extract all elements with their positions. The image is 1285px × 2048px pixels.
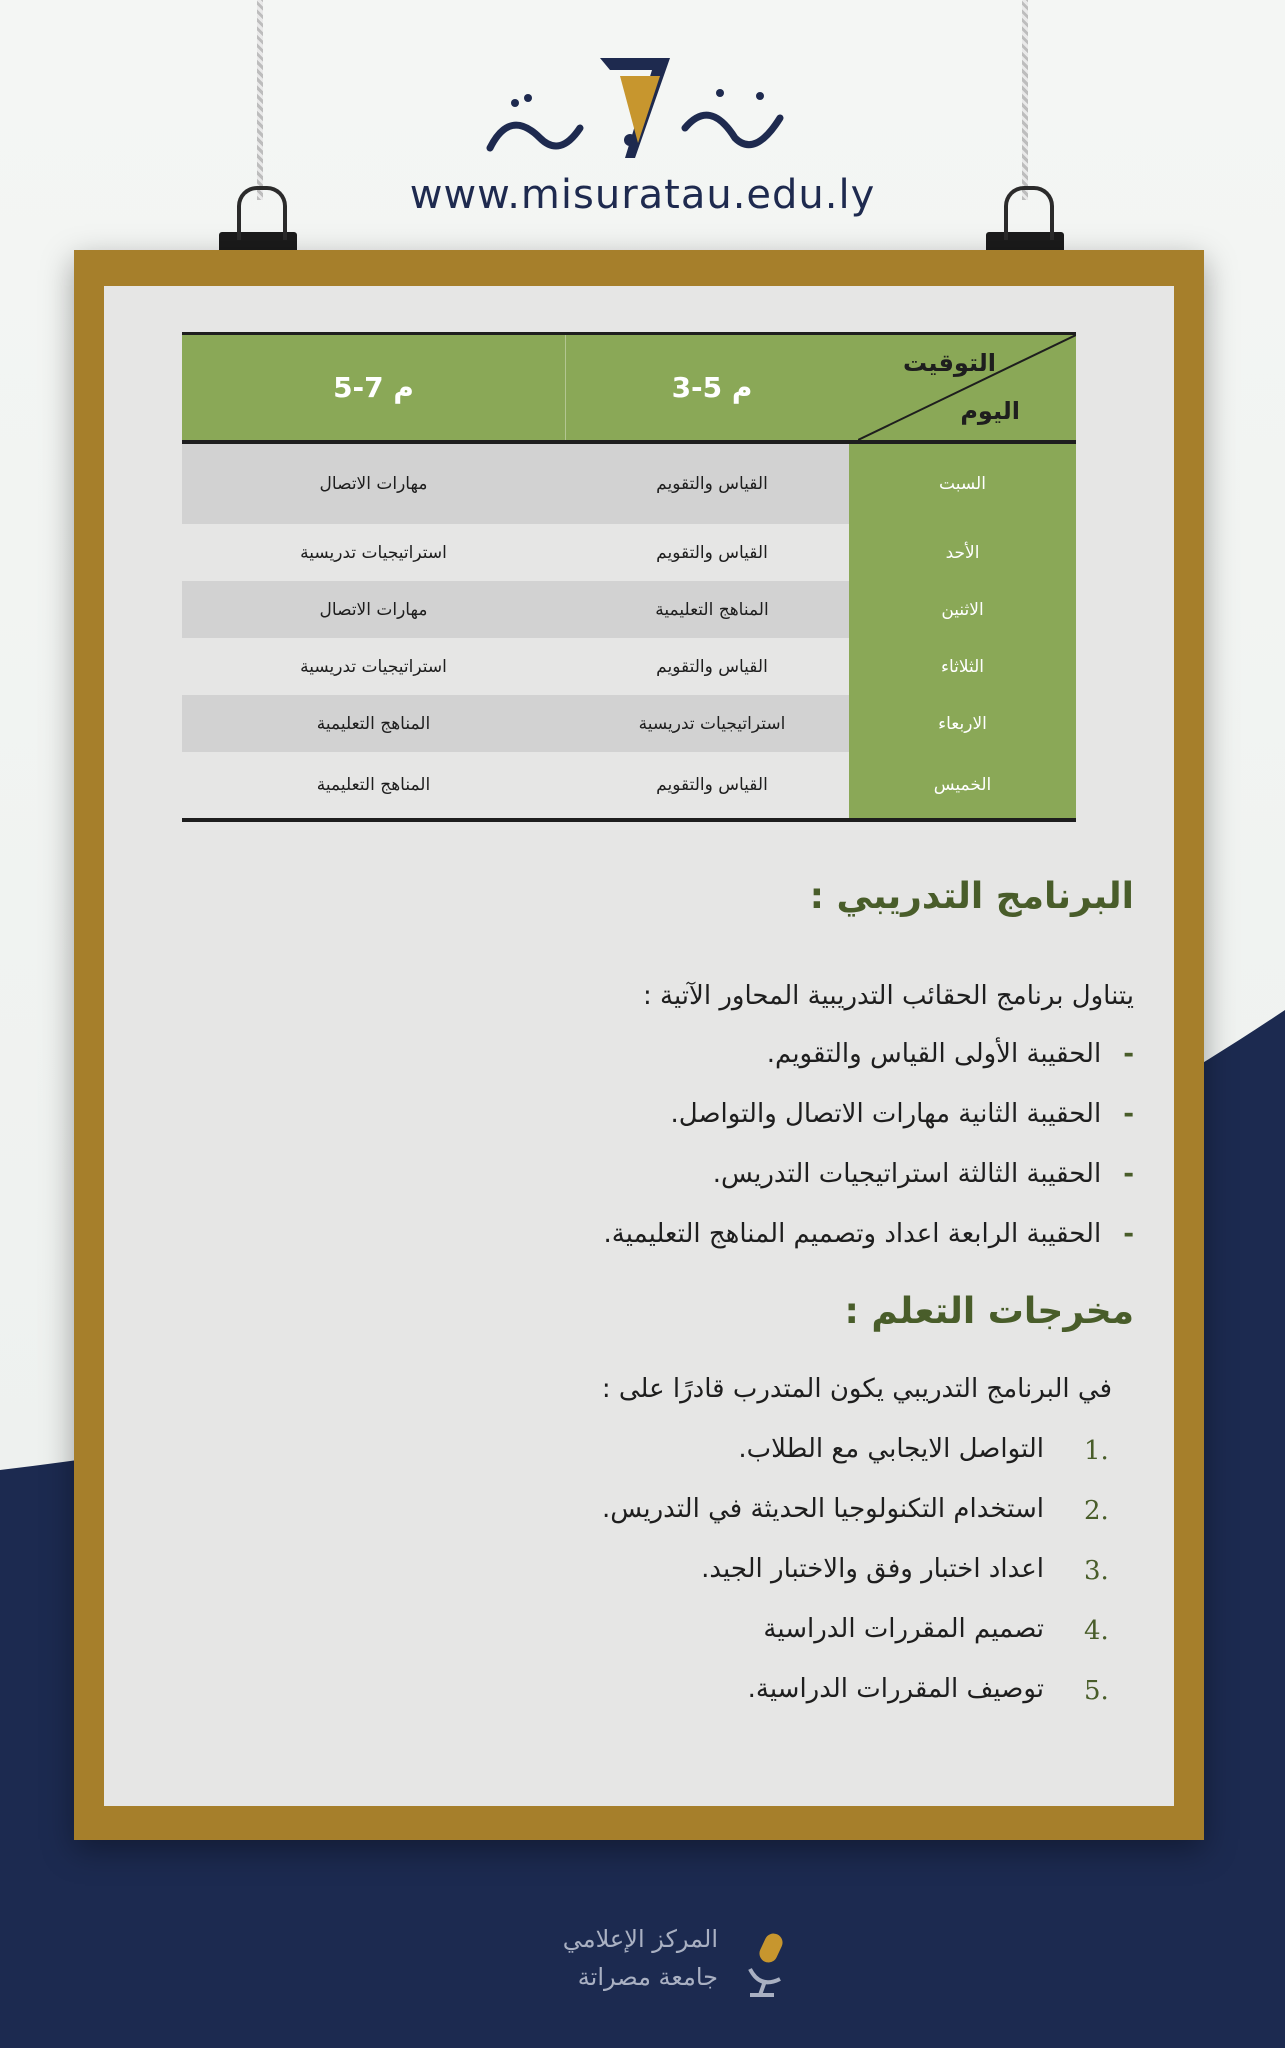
cell-slot2: المناهج التعليمية bbox=[316, 775, 431, 795]
program-item-text: الحقيبة الثانية مهارات الاتصال والتواصل. bbox=[670, 1099, 1102, 1129]
program-item bbox=[767, 1039, 1134, 1069]
university-logo bbox=[470, 48, 800, 178]
poster-paper bbox=[104, 286, 1174, 1806]
header-col-3-5: 3-5 م bbox=[671, 371, 753, 404]
outcome-text: تصميم المقررات الدراسية bbox=[763, 1614, 1044, 1644]
footer-line2: جامعة مصراتة bbox=[577, 1963, 718, 1991]
cell-slot1: القياس والتقويم bbox=[656, 656, 768, 677]
bullet-dash: - bbox=[1123, 1219, 1134, 1249]
cell-slot1: القياس والتقويم bbox=[656, 542, 768, 563]
program-title: البرنامج التدريبي : bbox=[809, 876, 1134, 917]
cell-day: الخميس bbox=[849, 752, 1076, 818]
table-row bbox=[182, 444, 1076, 524]
outcome-number: 3. bbox=[1084, 1556, 1109, 1586]
footer-media-center bbox=[530, 1925, 800, 2005]
bullet-dash: - bbox=[1123, 1159, 1134, 1189]
cell-slot1: القياس والتقويم bbox=[656, 474, 768, 494]
program-item bbox=[713, 1159, 1134, 1189]
program-item-text: الحقيبة الرابعة اعداد وتصميم المناهج التعليمية. bbox=[603, 1219, 1102, 1249]
cell-slot1: القياس والتقويم bbox=[656, 775, 768, 795]
cell-slot2: مهارات الاتصال bbox=[319, 599, 428, 620]
poster-frame bbox=[74, 250, 1204, 1840]
cell-slot2: استراتيجيات تدريسية bbox=[300, 656, 447, 677]
outcome-text: استخدام التكنولوجيا الحديثة في التدريس. bbox=[601, 1494, 1044, 1524]
cell-slot2: المناهج التعليمية bbox=[316, 713, 431, 734]
right-string bbox=[1022, 0, 1028, 200]
outcomes-title: مخرجات التعلم : bbox=[844, 1291, 1134, 1332]
table-row bbox=[182, 524, 1076, 581]
table-row bbox=[182, 581, 1076, 638]
microphone-icon bbox=[740, 1929, 800, 1999]
corner-time-label: التوقيت bbox=[903, 349, 996, 377]
cell-day: السبت bbox=[849, 444, 1076, 524]
table-row bbox=[182, 638, 1076, 695]
header-corner bbox=[858, 335, 1076, 440]
cell-slot1: استراتيجيات تدريسية bbox=[638, 713, 786, 734]
cell-day: الثلاثاء bbox=[849, 638, 1076, 695]
outcome-text: التواصل الايجابي مع الطلاب. bbox=[738, 1434, 1044, 1464]
cell-day: الاثنين bbox=[849, 581, 1076, 638]
footer-line1: المركز الإعلامي bbox=[562, 1925, 718, 1953]
bullet-dash: - bbox=[1123, 1099, 1134, 1129]
university-url[interactable]: www.misuratau.edu.ly bbox=[409, 172, 876, 218]
program-intro: يتناول برنامج الحقائب التدريبية المحاور الآتية : bbox=[643, 981, 1134, 1011]
cell-day: الأحد bbox=[849, 524, 1076, 581]
table-row bbox=[182, 752, 1076, 818]
table-header bbox=[182, 332, 1076, 444]
outcomes-intro: في البرنامج التدريبي يكون المتدرب قادرًا على : bbox=[601, 1374, 1112, 1404]
program-item-text: الحقيبة الأولى القياس والتقويم. bbox=[766, 1039, 1102, 1069]
corner-day-label: اليوم bbox=[960, 397, 1020, 425]
cell-day: الاربعاء bbox=[849, 695, 1076, 752]
table-bottom-rule bbox=[182, 818, 1076, 822]
outcome-number: 4. bbox=[1084, 1616, 1109, 1646]
outcome-number: 2. bbox=[1084, 1496, 1109, 1526]
cell-slot2: استراتيجيات تدريسية bbox=[300, 542, 447, 563]
left-string bbox=[257, 0, 263, 200]
cell-slot2: مهارات الاتصال bbox=[319, 474, 428, 494]
table-row bbox=[182, 695, 1076, 752]
cell-slot1: المناهج التعليمية bbox=[655, 599, 769, 620]
program-item-text: الحقيبة الثالثة استراتيجيات التدريس. bbox=[712, 1159, 1102, 1189]
outcome-text: توصيف المقررات الدراسية. bbox=[747, 1674, 1044, 1704]
program-item bbox=[671, 1099, 1134, 1129]
outcome-text: اعداد اختبار وفق والاختبار الجيد. bbox=[701, 1554, 1044, 1584]
program-item bbox=[604, 1219, 1134, 1249]
outcome-number: 1. bbox=[1084, 1436, 1109, 1466]
outcome-number: 5. bbox=[1084, 1676, 1109, 1706]
header-col-5-7: 5-7 م bbox=[333, 371, 414, 404]
bullet-dash: - bbox=[1123, 1039, 1134, 1069]
